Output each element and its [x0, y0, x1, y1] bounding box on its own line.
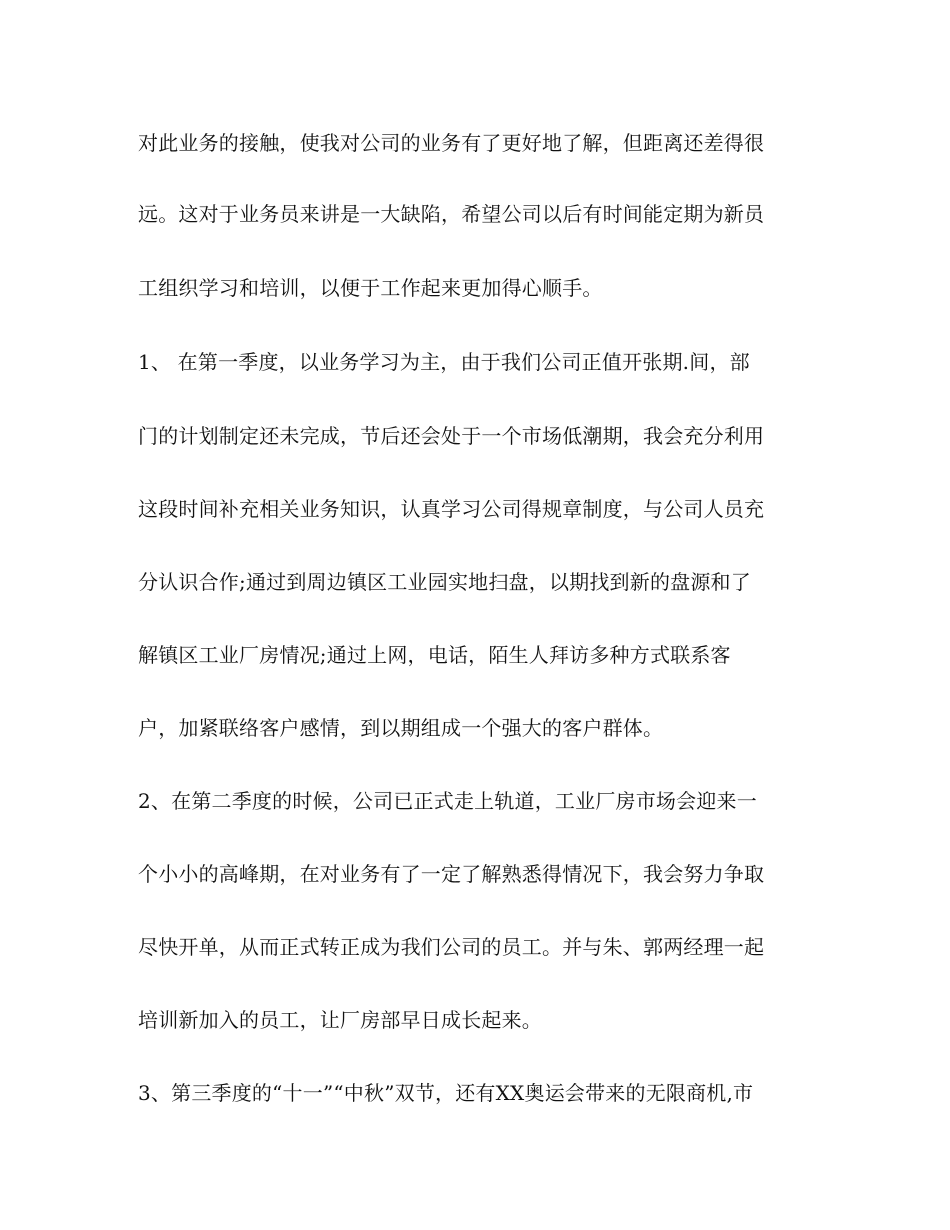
text-line: 工组织学习和培训，以便于工作起来更加得心顺手。 — [138, 276, 603, 300]
text-line: 个小小的高峰期，在对业务有了一定了解熟悉得情况下，我会努力争取 — [138, 862, 765, 886]
text-line: 门的计划制定还未完成，节后还会处于一个市场低潮期，我会充分利用 — [138, 424, 765, 448]
text-line: 尽快开单，从而正式转正成为我们公司的员工。并与朱、郭两经理一起 — [138, 935, 765, 959]
numbered-paragraph-2: 2、在第二季度的时候，公司已正式走上轨道，工业厂房市场会迎来一 — [138, 789, 757, 813]
text-line: 培训新加入的员工，让厂房部早日成长起来。 — [138, 1008, 542, 1032]
numbered-paragraph-3: 3、第三季度的“十一”“中秋”双节，还有XX奥运会带来的无限商机,市 — [138, 1081, 754, 1105]
text-line: 这段时间补充相关业务知识，认真学习公司得规章制度，与公司人员充 — [138, 497, 765, 521]
text-line: 远。这对于业务员来讲是一大缺陷，希望公司以后有时间能定期为新员 — [138, 202, 765, 226]
text-line: 解镇区工业厂房情况;通过上网，电话，陌生人拜访多种方式联系客 — [138, 643, 731, 667]
text-line: 户，加紧联络客户感情，到以期组成一个强大的客户群体。 — [138, 716, 664, 740]
text-line: 分认识合作;通过到周边镇区工业园实地扫盘，以期找到新的盘源和了 — [138, 570, 751, 594]
text-line: 对此业务的接触，使我对公司的业务有了更好地了解，但距离还差得很 — [138, 131, 765, 155]
numbered-paragraph-1: 1、 在第一季度，以业务学习为主，由于我们公司正值开张期.间，部 — [138, 350, 750, 374]
